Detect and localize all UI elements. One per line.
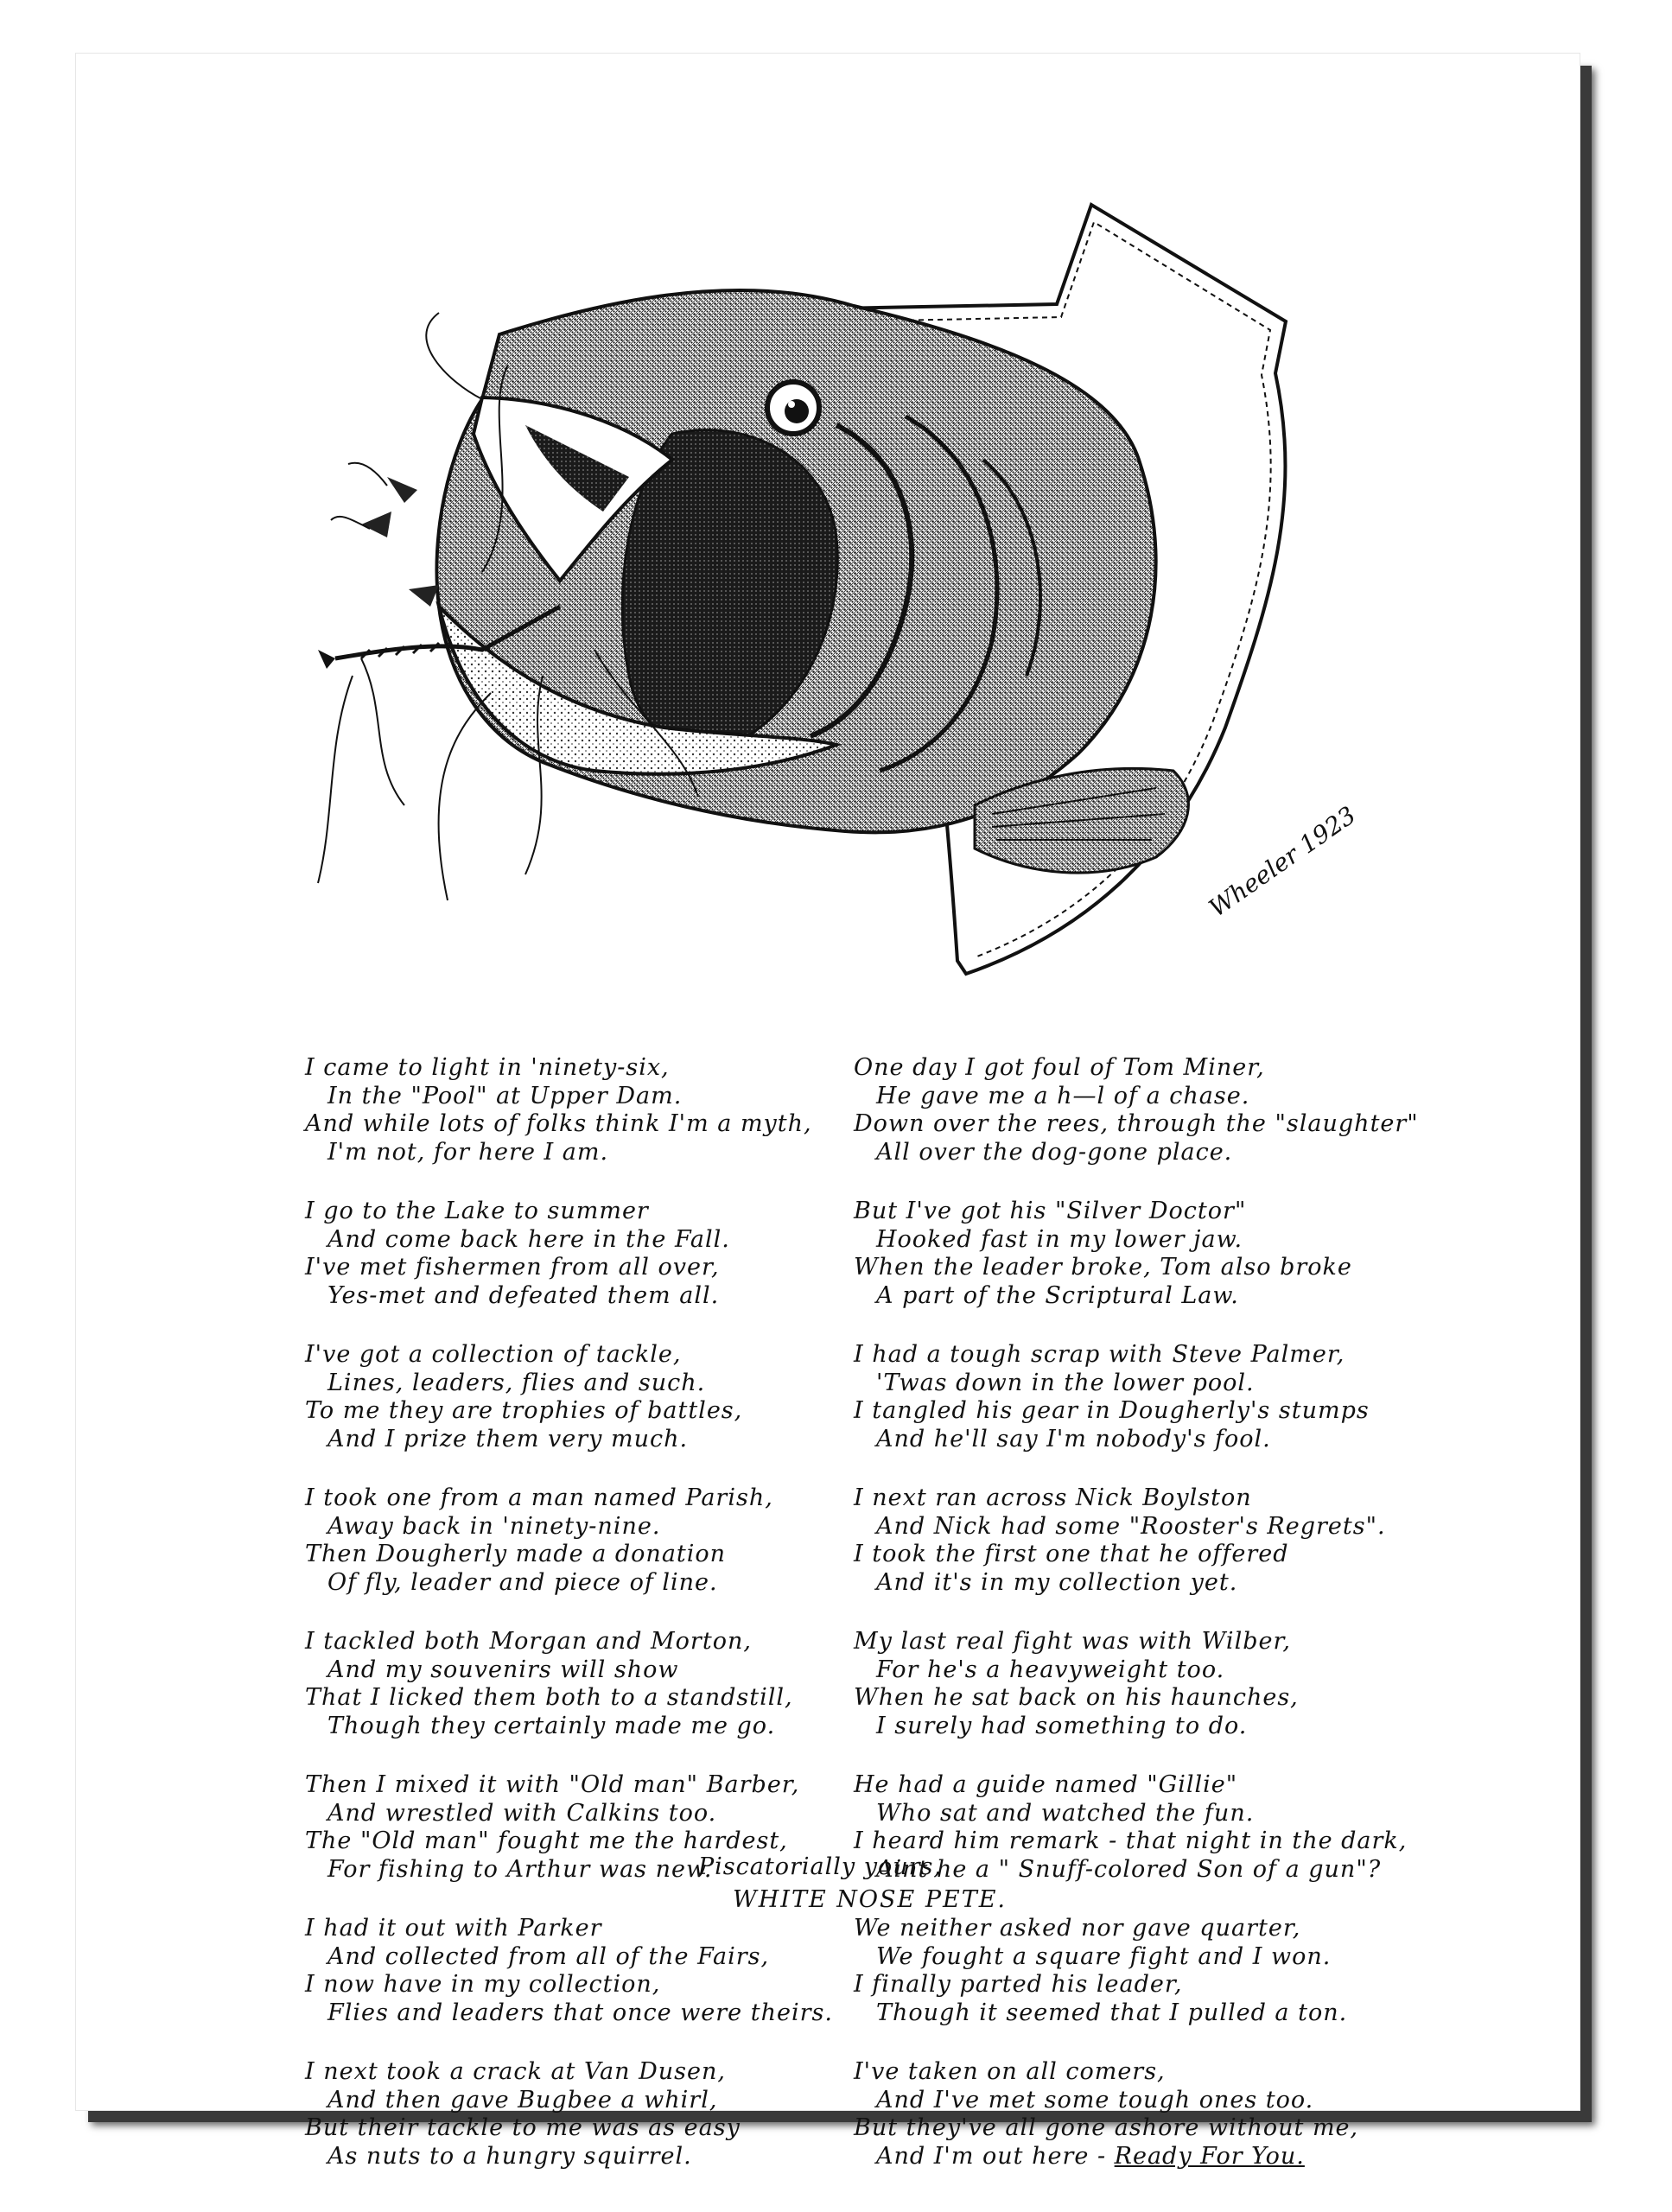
poem-line: Lines, leaders, flies and such.: [327, 1369, 706, 1396]
poem-line: Though it seemed that I pulled a ton.: [876, 1999, 1348, 2026]
stanza: [305, 1484, 823, 1597]
poem-line: And then gave Bugbee a whirl,: [327, 2086, 718, 2113]
poem-line: I heard him remark - that night in the dark,: [854, 1827, 1408, 1854]
poem-line: And I've met some tough ones too.: [876, 2086, 1314, 2113]
poem-line: But their tackle to me was as easy: [305, 2114, 741, 2141]
poem-line: In the "Pool" at Upper Dam.: [327, 1082, 683, 1109]
poem-line: He gave me a h—l of a chase.: [876, 1082, 1250, 1109]
poem-line: And collected from all of the Fairs,: [327, 1942, 770, 1970]
poem-line: Yes-met and defeated them all.: [327, 1281, 720, 1309]
poem-line: As nuts to a hungry squirrel.: [327, 2142, 692, 2170]
stanza: [854, 1628, 1424, 1740]
poem-line: [854, 2143, 1424, 2171]
ready-for-you-emphasis: Ready For You.: [1114, 2142, 1305, 2170]
poem-line: Flies and leaders that once were theirs.: [327, 1999, 833, 2026]
stanza: [854, 1341, 1424, 1453]
poem-line: Down over the rees, through the "slaughter": [854, 1110, 1419, 1137]
poem-right-column: [854, 1054, 1424, 2202]
svg-text:Wheeler 1923: Wheeler 1923: [1204, 800, 1362, 923]
poem-line: A part of the Scriptural Law.: [876, 1281, 1239, 1309]
poem-line: When he sat back on his haunches,: [854, 1684, 1299, 1711]
closing-signature-block: [698, 1851, 1130, 1916]
poem-line: I came to light in 'ninety-six,: [305, 1054, 670, 1081]
poem-line: I've got a collection of tackle,: [305, 1341, 682, 1368]
poem-line: And come back here in the Fall.: [327, 1225, 730, 1253]
poem-line: I've taken on all comers,: [854, 2058, 1166, 2085]
poem-line: Though they certainly made me go.: [327, 1712, 776, 1739]
poem-line: One day I got foul of Tom Miner,: [854, 1054, 1265, 1081]
poem-line: Of fly, leader and piece of line.: [327, 1568, 718, 1596]
poem-line: And wrestled with Calkins too.: [327, 1799, 717, 1827]
stanza: [854, 1198, 1424, 1310]
stanza: [305, 1341, 823, 1453]
poem-line: To me they are trophies of battles,: [305, 1397, 743, 1424]
poem-line: And I prize them very much.: [327, 1425, 689, 1452]
poem-line: I'm not, for here I am.: [327, 1138, 609, 1166]
poem-line: I had a tough scrap with Steve Palmer,: [854, 1341, 1345, 1368]
stanza: [854, 1054, 1424, 1166]
poem-line: We fought a square fight and I won.: [876, 1942, 1332, 1970]
stanza: [305, 1054, 823, 1166]
poem-line: I now have in my collection,: [305, 1971, 661, 1998]
poem-line: And he'll say I'm nobody's fool.: [876, 1425, 1271, 1452]
poem-text: [76, 987, 1580, 2170]
poem-line: I go to the Lake to summer: [305, 1198, 649, 1224]
poem-line: I next ran across Nick Boylston: [854, 1484, 1252, 1511]
stanza: [854, 1484, 1424, 1597]
poem-line: For he's a heavyweight too.: [876, 1656, 1225, 1683]
poem-line: And while lots of folks think I'm a myth,: [305, 1110, 812, 1137]
poem-line: Aint he a " Snuff-colored Son of a gun"?: [876, 1855, 1382, 1883]
poem-line: And Nick had some "Rooster's Regrets".: [876, 1512, 1386, 1540]
poem-left-column: [305, 1054, 833, 2202]
poem-line: That I licked them both to a standstill,: [305, 1684, 793, 1711]
poem-signature: WHITE NOSE PETE.: [733, 1886, 1007, 1913]
poem-line: I've met fishermen from all over,: [305, 1254, 720, 1281]
stanza: [305, 2058, 823, 2171]
poem-line: The "Old man" fought me the hardest,: [305, 1827, 788, 1854]
poem-line: He had a guide named "Gillie": [854, 1771, 1238, 1798]
poem-line: I next took a crack at Van Dusen,: [305, 2058, 726, 2085]
artist-signature: [1204, 801, 1361, 923]
poem-line: But I've got his "Silver Doctor": [854, 1198, 1247, 1224]
stanza: [854, 1915, 1424, 2027]
poem-line: Who sat and watched the fun.: [876, 1799, 1255, 1827]
stanza: [305, 1915, 833, 2027]
poem-line: I finally parted his leader,: [854, 1971, 1183, 1998]
poem-line: I surely had something to do.: [876, 1712, 1248, 1739]
poem-line: And my souvenirs will show: [327, 1656, 679, 1683]
closing-salutation: Piscatorially yours,: [698, 1853, 942, 1880]
poem-line: All over the dog-gone place.: [876, 1138, 1233, 1166]
poem-line: I tackled both Morgan and Morton,: [305, 1628, 752, 1655]
poem-line: I tangled his gear in Dougherly's stumps: [854, 1397, 1370, 1424]
poem-line: Hooked fast in my lower jaw.: [876, 1225, 1243, 1253]
poem-line: When the leader broke, Tom also broke: [854, 1254, 1352, 1281]
poem-line: Then I mixed it with "Old man" Barber,: [305, 1771, 800, 1798]
poem-line: Then Dougherly made a donation: [305, 1541, 727, 1567]
poem-line: But they've all gone ashore without me,: [854, 2114, 1359, 2141]
poem-line: For fishing to Arthur was new.: [327, 1855, 713, 1883]
fish-illustration: [76, 54, 1580, 987]
poem-line: And it's in my collection yet.: [876, 1568, 1238, 1596]
stanza: [305, 1628, 823, 1740]
stanza: [854, 2058, 1424, 2171]
poem-line: My last real fight was with Wilber,: [854, 1628, 1291, 1655]
poem-line: I took the first one that he offered: [854, 1541, 1289, 1567]
poem-line: Away back in 'ninety-nine.: [327, 1512, 661, 1540]
poster-page: [76, 54, 1580, 2170]
poem-line: I took one from a man named Parish,: [305, 1484, 773, 1511]
stanza: [305, 1198, 823, 1310]
poem-line-start: And I'm out here -: [876, 2142, 1107, 2170]
poem-line: I had it out with Parker: [305, 1915, 602, 1942]
poem-line: 'Twas down in the lower pool.: [876, 1369, 1255, 1396]
poem-line: We neither asked nor gave quarter,: [854, 1915, 1301, 1942]
